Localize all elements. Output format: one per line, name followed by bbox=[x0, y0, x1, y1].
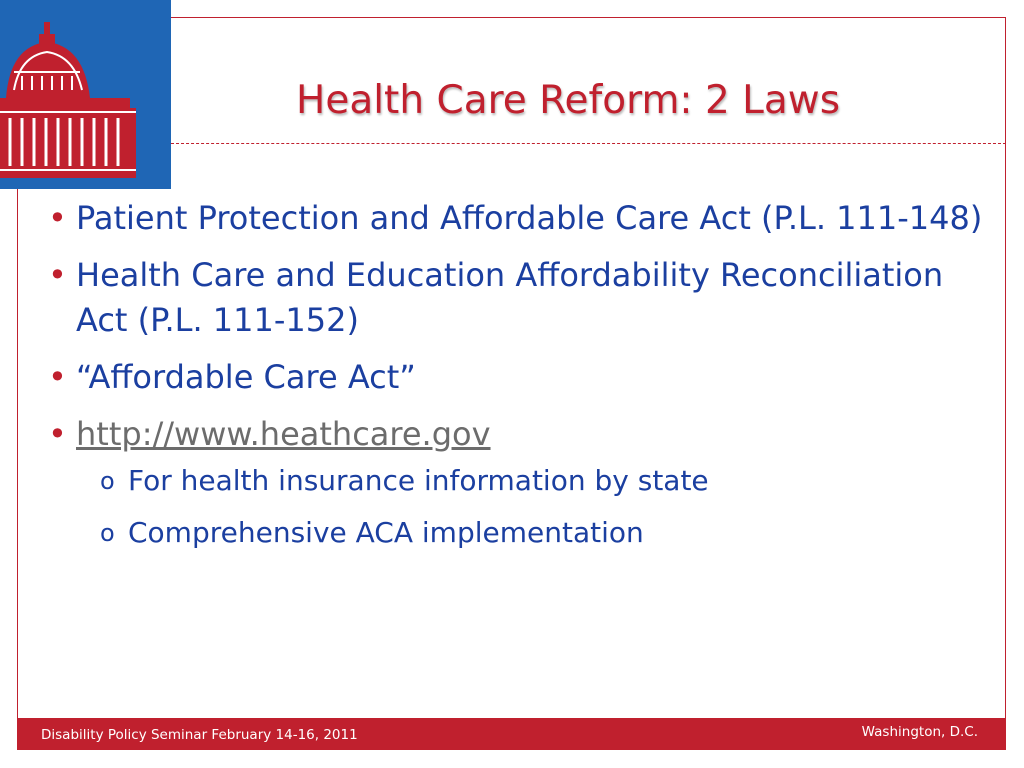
bullet-item bbox=[48, 253, 988, 343]
title-divider bbox=[171, 143, 1006, 144]
footer-location: Washington, D.C. bbox=[861, 724, 978, 740]
bullet-dot: • bbox=[48, 199, 67, 237]
bullet-item bbox=[48, 412, 988, 457]
bullet-dot: • bbox=[48, 358, 67, 396]
sub-bullet-item bbox=[100, 461, 988, 501]
bullet-dot: • bbox=[48, 415, 67, 453]
bullet-item bbox=[48, 196, 988, 241]
bullet-text: “Affordable Care Act” bbox=[76, 358, 416, 396]
footer-bar bbox=[17, 718, 1006, 750]
sub-bullet-text: For health insurance information by state bbox=[128, 464, 709, 497]
bullet-text: Patient Protection and Affordable Care Act (P.L. 111-148) bbox=[76, 199, 983, 237]
slide-body bbox=[48, 196, 988, 565]
bullet-text: Health Care and Education Affordability Reconciliation Act (P.L. 111-152) bbox=[76, 256, 944, 339]
slide-title: Health Care Reform: 2 Laws bbox=[296, 78, 841, 123]
bullet-dot: • bbox=[48, 256, 67, 294]
healthcare-gov-link[interactable]: http://www.heathcare.gov bbox=[76, 415, 491, 453]
sub-bullet-marker: o bbox=[100, 467, 115, 495]
sub-bullet-item bbox=[100, 513, 988, 553]
footer-event: Disability Policy Seminar February 14-16, 2011 bbox=[41, 727, 358, 743]
sub-bullet-marker: o bbox=[100, 519, 115, 547]
sub-bullet-text: Comprehensive ACA implementation bbox=[128, 516, 644, 549]
capitol-dome-icon bbox=[0, 0, 171, 189]
bullet-item bbox=[48, 355, 988, 400]
logo-panel bbox=[0, 0, 171, 189]
